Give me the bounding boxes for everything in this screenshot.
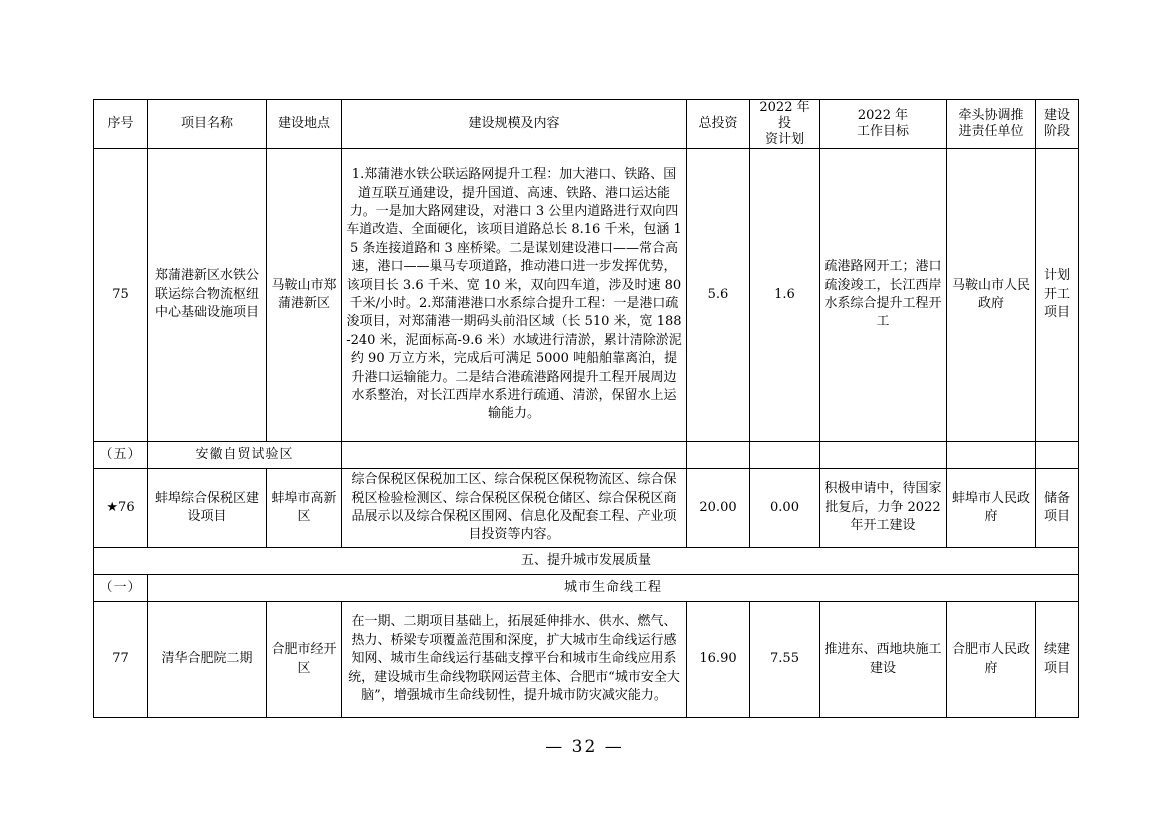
table-row <box>94 602 1079 718</box>
section5-empty-scope <box>342 442 687 469</box>
row77-seq: 77 <box>94 602 148 718</box>
row76-dept: 蚌埠市人民政府 <box>947 469 1036 548</box>
section1-title: 城市生命线工程 <box>148 575 1079 602</box>
row77-target: 推进东、西地块施工建设 <box>820 602 947 718</box>
table-row <box>94 149 1079 442</box>
row75-stage: 计划开工项目 <box>1036 149 1079 442</box>
section5-empty-plan <box>750 442 820 469</box>
row77-dept: 合肥市人民政府 <box>947 602 1036 718</box>
section5-empty-stage <box>1036 442 1079 469</box>
row75-scope: 1.郑蒲港水铁公联运路网提升工程：加大港口、铁路、国道互联互通建设，提升国道、高速、铁路、港口运达能力。一是加大路网建设，对港口 3 公里内道路进行双向四车道改造、全面硬化，该项目道路总长 8.16 千米，包涵 15 条连接道路和 3 座桥梁。二是谋划建设港口——常合高速，港口——巢马专项道路，推动港口进一步发挥优势，该项目长 3.6 千米、宽 10 米，双向四车道，涉及时速 80 千米/小时。2.郑蒲港港口水系综合提升工程：一是港口疏浚项目，对郑蒲港一期码头前沿区域（长 510 米，宽 188-240 米，泥面标高-9.6 米）水域进行清淤，累计清除淤泥约 90 万立方米，完成后可满足 5000 吨船舶靠离泊，提升港口运输能力。二是结合港疏港路网提升工程开展周边水系整治，对长江西岸水系进行疏通、清淤，保留水上运输能力。 <box>342 149 687 442</box>
row77-location: 合肥市经开区 <box>267 602 342 718</box>
section5-title: 安徽自贸试验区 <box>148 442 342 469</box>
section1-num: （一） <box>94 575 148 602</box>
header-seq: 序号 <box>94 100 148 149</box>
row76-total: 20.00 <box>687 469 750 548</box>
header-stage-line2: 阶段 <box>1043 124 1070 139</box>
header-target-line2: 工作目标 <box>856 124 909 139</box>
row75-plan: 1.6 <box>750 149 820 442</box>
row76-scope: 综合保税区保税加工区、综合保税区保税物流区、综合保税区检验检测区、综合保税区保税仓储区、综合保税区商品展示以及综合保税区围网、信息化及配套工程、产业项目投资等内容。 <box>342 469 687 548</box>
section5-empty-target <box>820 442 947 469</box>
header-plan <box>750 100 820 149</box>
header-target-line1: 2022 年 <box>857 108 909 123</box>
section-row <box>94 575 1079 602</box>
page-number: — 32 — <box>545 737 624 757</box>
header-dept-line1: 牵头协调推 <box>958 108 1024 123</box>
row75-location: 马鞍山市郑蒲港新区 <box>267 149 342 442</box>
row75-target: 疏港路网开工；港口疏浚竣工，长江西岸水系综合提升工程开工 <box>820 149 947 442</box>
section-row <box>94 442 1079 469</box>
row75-seq: 75 <box>94 149 148 442</box>
row75-name: 郑蒲港新区水铁公联运综合物流枢纽中心基础设施项目 <box>148 149 267 442</box>
row77-scope: 在一期、二期项目基础上，拓展延伸排水、供水、燃气、热力、桥梁专项覆盖范围和深度，扩大城市生命线运行感知网、城市生命线运行基础支撑平台和城市生命线应用系统，建设城市生命线物联网运营主体、合肥市“城市安全大脑”，增强城市生命线韧性，提升城市防灾减灾能力。 <box>342 602 687 718</box>
row76-stage: 储备项目 <box>1036 469 1079 548</box>
row76-location: 蚌埠市高新区 <box>267 469 342 548</box>
row76-name: 蚌埠综合保税区建设项目 <box>148 469 267 548</box>
header-total: 总投资 <box>687 100 750 149</box>
header-stage <box>1036 100 1079 149</box>
chapter5-title: 五、提升城市发展质量 <box>94 548 1079 575</box>
header-row <box>94 100 1079 149</box>
header-plan-line2: 资计划 <box>764 132 804 147</box>
header-location: 建设地点 <box>267 100 342 149</box>
row77-total: 16.90 <box>687 602 750 718</box>
row77-stage: 续建项目 <box>1036 602 1079 718</box>
table-row <box>94 469 1079 548</box>
project-table <box>93 99 1079 718</box>
row76-seq: ★76 <box>94 469 148 548</box>
header-plan-line1: 2022 年投 <box>759 100 810 131</box>
header-scope: 建设规模及内容 <box>342 100 687 149</box>
row76-plan: 0.00 <box>750 469 820 548</box>
header-name: 项目名称 <box>148 100 267 149</box>
row77-plan: 7.55 <box>750 602 820 718</box>
header-dept-line2: 进责任单位 <box>958 124 1024 139</box>
row77-name: 清华合肥院二期 <box>148 602 267 718</box>
row75-total: 5.6 <box>687 149 750 442</box>
header-stage-line1: 建设 <box>1043 108 1070 123</box>
header-target <box>820 100 947 149</box>
row76-target: 积极申请中，待国家批复后，力争 2022 年开工建设 <box>820 469 947 548</box>
row75-dept: 马鞍山市人民政府 <box>947 149 1036 442</box>
chapter-row <box>94 548 1079 575</box>
header-dept <box>947 100 1036 149</box>
section5-empty-dept <box>947 442 1036 469</box>
section5-num: （五） <box>94 442 148 469</box>
section5-empty-total <box>687 442 750 469</box>
